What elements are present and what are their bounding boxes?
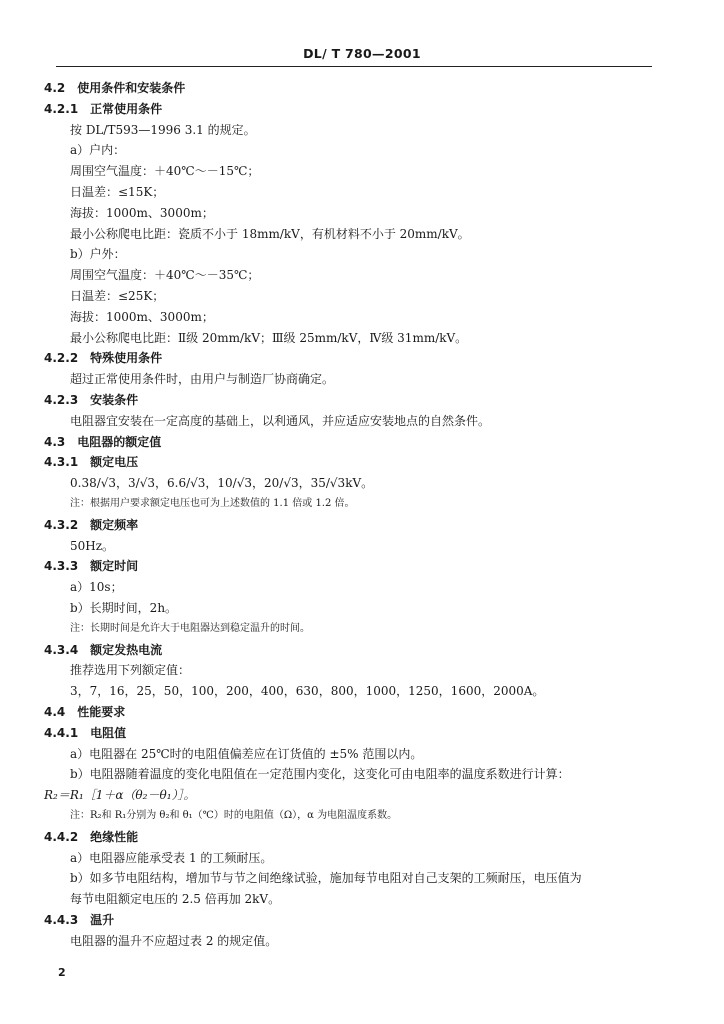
section-title: 使用条件和安装条件 <box>77 81 186 95</box>
body-text: 每节电阻额定电压的 2.5 倍再加 2kV。 <box>70 892 281 907</box>
section-number: 4.3.3 <box>44 559 79 574</box>
section-title: 额定频率 <box>90 517 139 532</box>
section-number: 4.2 <box>44 81 66 95</box>
section-title: 电阻值 <box>90 725 127 740</box>
body-text: a）户内： <box>70 143 126 158</box>
section-heading <box>44 454 138 470</box>
body-text: a）电阻器在 25℃时的电阻值偏差应在订货值的 ±5% 范围以内。 <box>70 746 423 761</box>
body-text: b）户外： <box>70 247 126 262</box>
section-number: 4.3.4 <box>44 642 79 657</box>
body-text: 0.38/√3，3/√3，6.6/√3，10/√3，20/√3，35/√3kV。 <box>70 476 374 491</box>
body-text: 电阻器的温升不应超过表 2 的规定值。 <box>70 933 278 948</box>
body-text: 日温差：≤25K； <box>70 289 165 303</box>
body-text: a）电阻器应能承受表 1 的工频耐压。 <box>70 850 273 865</box>
section-number: 4.3 <box>44 434 66 449</box>
standard-code: DL/ T 780—2001 <box>303 46 421 61</box>
page-number: 2 <box>58 966 66 979</box>
body-text: 电阻器宜安装在一定高度的基础上，以利通风，并应适应安装地点的自然条件。 <box>70 413 491 428</box>
body-text: 50Hz。 <box>70 538 115 553</box>
section-heading <box>44 80 185 96</box>
body-text: 日温差：≤15K； <box>70 185 165 199</box>
section-title: 绝缘性能 <box>90 829 139 844</box>
section-number: 4.2.2 <box>44 351 79 366</box>
section-title: 温升 <box>90 913 115 927</box>
note-text: 注：R₂和 R₁分别为 θ₂和 θ₁（℃）时的电阻值（Ω），α 为电阻温度系数。 <box>70 810 398 821</box>
section-number: 4.3.1 <box>44 455 79 470</box>
body-text: 最小公称爬电比距：Ⅱ级 20mm/kV；Ⅲ级 25mm/kV，Ⅳ级 31mm/kV。 <box>70 330 468 345</box>
section-title: 特殊使用条件 <box>90 351 163 366</box>
section-title: 额定时间 <box>90 559 139 574</box>
section-heading <box>44 350 162 366</box>
section-heading <box>44 101 162 117</box>
note-text: 注：长期时间是允许大于电阻器达到稳定温升的时间。 <box>70 622 310 634</box>
section-heading <box>44 912 114 928</box>
section-heading <box>44 517 138 533</box>
body-text: b）长期时间，2h。 <box>70 601 178 615</box>
section-number: 4.2.1 <box>44 101 79 116</box>
section-heading <box>44 642 162 658</box>
note-text: 注：根据用户要求额定电压也可为上述数值的 1.1 倍或 1.2 倍。 <box>70 498 355 509</box>
section-number: 4.4.2 <box>44 829 79 844</box>
section-heading <box>44 558 138 574</box>
section-number: 4.4.1 <box>44 725 79 740</box>
section-title: 正常使用条件 <box>90 101 163 116</box>
section-heading <box>44 725 126 741</box>
body-text: 最小公称爬电比距：瓷质不小于 18mm/kV，有机材料不小于 20mm/kV。 <box>70 226 470 241</box>
body-text: 推荐选用下列额定值： <box>70 663 191 678</box>
section-number: 4.3.2 <box>44 517 79 532</box>
body-text: 超过正常使用条件时，由用户与制造厂协商确定。 <box>70 372 335 387</box>
section-number: 4.2.3 <box>44 393 79 407</box>
section-heading <box>44 704 125 720</box>
section-number: 4.4.3 <box>44 913 79 927</box>
header-rule <box>56 66 652 67</box>
body-text: a）10s； <box>70 580 123 595</box>
section-title: 安装条件 <box>90 393 139 407</box>
section-heading <box>44 829 138 845</box>
body-text: 按 DL/T593—1996 3.1 的规定。 <box>70 122 256 137</box>
section-number: 4.4 <box>44 705 66 719</box>
section-title: 额定发热电流 <box>90 642 163 657</box>
section-title: 额定电压 <box>90 455 139 470</box>
body-text: 周围空气温度：＋40℃～－15℃； <box>70 164 260 179</box>
body-text: b）电阻器随着温度的变化电阻值在一定范围内变化，这变化可由电阻率的温度系数进行计算： <box>70 767 570 782</box>
body-text: b）如多节电阻结构，增加节与节之间绝缘试验，施加每节电阻对自己支架的工频耐压，电压值为 <box>70 871 582 886</box>
body-text: 周围空气温度：＋40℃～－35℃； <box>70 268 260 283</box>
body-text: 海拔：1000m、3000m； <box>70 205 214 220</box>
section-title: 电阻器的额定值 <box>77 434 162 449</box>
body-text: 海拔：1000m、3000m； <box>70 309 214 324</box>
section-heading <box>44 434 161 450</box>
body-text: 3，7，16，25，50，100，200，400，630，800，1000，1250，1600，2000A。 <box>70 684 545 699</box>
formula-text: R₂＝R₁［1＋α（θ₂－θ₁）］。 <box>44 788 196 803</box>
section-heading <box>44 392 138 408</box>
section-title: 性能要求 <box>77 705 126 719</box>
